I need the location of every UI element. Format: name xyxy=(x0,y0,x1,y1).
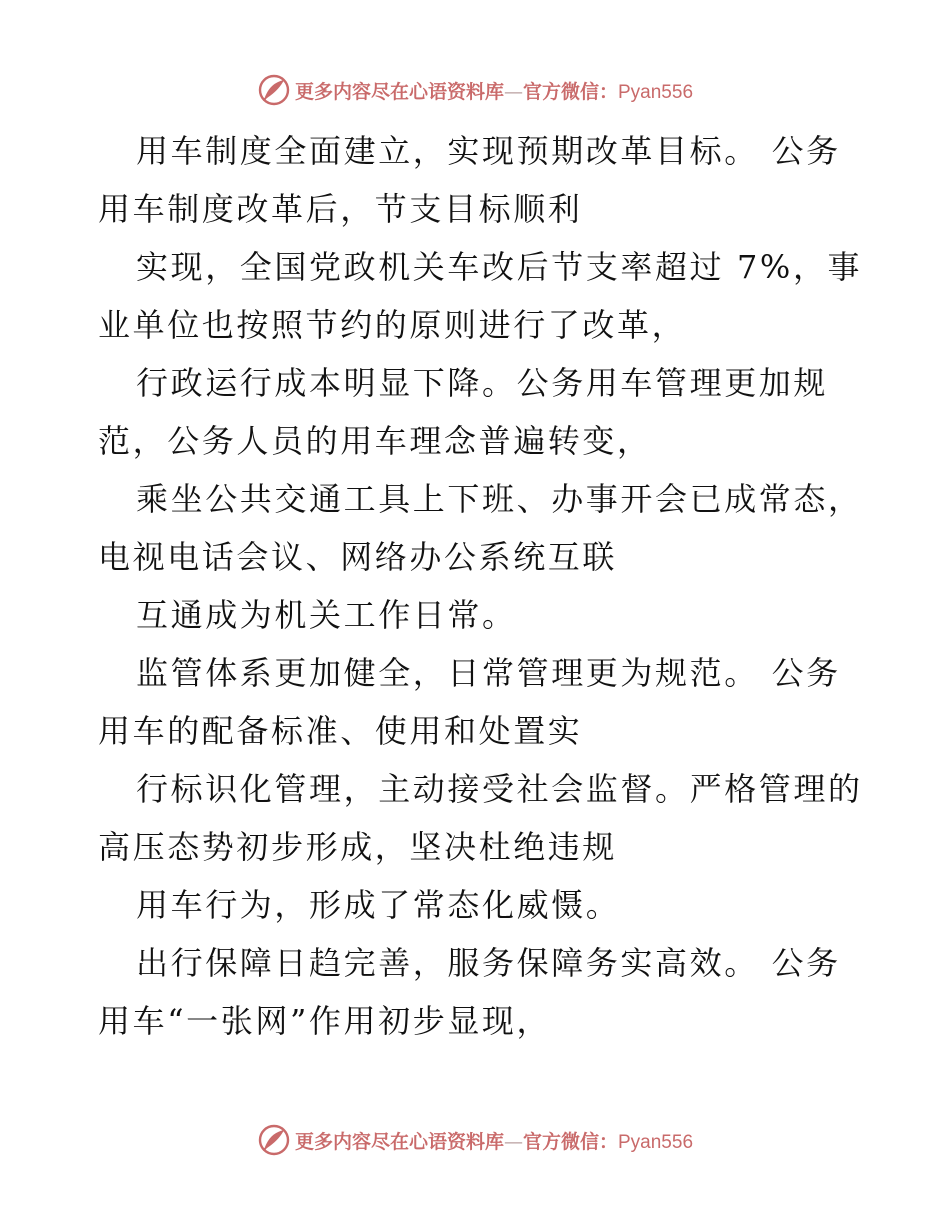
text-line: 行标识化管理，主动接受社会监督。严格管理的 xyxy=(136,770,863,808)
quill-logo-icon xyxy=(257,1123,291,1157)
document-body xyxy=(98,122,863,1050)
text-line: 互通成为机关工作日常。 xyxy=(136,596,517,634)
watermark-contact-label: 官方微信： xyxy=(522,80,618,103)
watermark-text xyxy=(295,1127,693,1154)
text-line: 用车的配备标准、使用和处置实 xyxy=(98,712,583,750)
watermark-dash: — xyxy=(503,1130,523,1153)
quill-logo-icon xyxy=(257,73,291,107)
text-line: 监管体系更加健全，日常管理更为规范。 公务 xyxy=(136,654,841,692)
text-line: 行政运行成本明显下降。公务用车管理更加规 xyxy=(136,364,829,402)
footer-watermark xyxy=(0,1120,950,1160)
watermark-contact-id: Pyan556 xyxy=(618,1131,694,1153)
text-line: 电视电话会议、网络办公系统互联 xyxy=(98,538,618,576)
text-line: 高压态势初步形成，坚决杜绝违规 xyxy=(98,828,618,866)
text-line: 用车制度改革后，节支目标顺利 xyxy=(98,190,583,228)
text-line: 出行保障日趋完善，服务保障务实高效。 公务 xyxy=(136,944,841,982)
text-line: 业单位也按照节约的原则进行了改革， xyxy=(98,306,687,344)
text-line: 实现，全国党政机关车改后节支率超过 7%，事 xyxy=(136,248,863,286)
text-line: 范，公务人员的用车理念普遍转变， xyxy=(98,422,652,460)
text-line: 乘坐公共交通工具上下班、办事开会已成常态， xyxy=(136,480,863,518)
watermark-contact-id: Pyan556 xyxy=(618,81,694,103)
text-line: 用车“一张网”作用初步显现， xyxy=(98,1002,552,1040)
watermark-text xyxy=(295,77,693,104)
text-line: 用车制度全面建立，实现预期改革目标。 公务 xyxy=(136,132,841,170)
text-line: 用车行为，形成了常态化威慑。 xyxy=(136,886,621,924)
watermark-dash: — xyxy=(503,80,523,103)
watermark-brand: 更多内容尽在心语资料库 xyxy=(294,80,504,103)
watermark-contact-label: 官方微信： xyxy=(522,1130,618,1153)
watermark-brand: 更多内容尽在心语资料库 xyxy=(294,1130,504,1153)
header-watermark xyxy=(0,70,950,110)
